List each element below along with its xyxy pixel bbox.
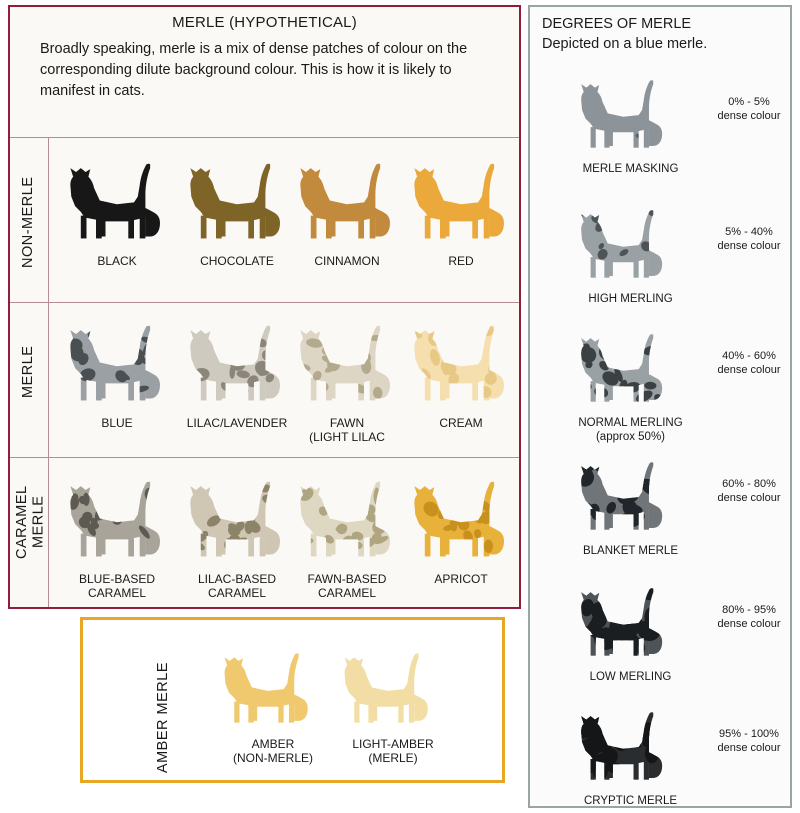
cat-silhouette xyxy=(402,309,516,414)
cat-silhouette xyxy=(402,147,516,252)
degree-percentage: 5% - 40% dense colour xyxy=(717,226,781,253)
cat-silhouette xyxy=(58,309,172,414)
degree-percentage: 80% - 95% dense colour xyxy=(717,604,781,631)
amber-merle-panel xyxy=(80,617,505,783)
cat-silhouette xyxy=(402,465,516,570)
cat-silhouette xyxy=(288,309,402,414)
degree-cat xyxy=(570,65,690,160)
cat-silhouette xyxy=(570,65,673,160)
cat-silhouette xyxy=(178,465,292,570)
row-label-caramel-merle: CARAMEL MERLE xyxy=(14,485,47,559)
degree-cat xyxy=(570,573,690,668)
cat-cell xyxy=(402,147,520,268)
cat-silhouette xyxy=(58,147,172,252)
cat-silhouette xyxy=(570,573,673,668)
cat-silhouette xyxy=(570,447,673,542)
cat-cell xyxy=(288,465,406,601)
intro-paragraph: Broadly speaking, merle is a mix of dense patches of colour on the corresponding dilute background colour. This is how it is likely to manifest in cats. xyxy=(40,41,468,100)
cat-silhouette xyxy=(213,638,319,735)
row-label-merle: MERLE xyxy=(20,345,36,399)
cat-cell xyxy=(58,465,176,601)
cat-label: AMBER (NON-MERLE) xyxy=(233,737,313,766)
cat-silhouette xyxy=(333,638,439,735)
cat-cell xyxy=(333,638,453,766)
cat-label: LILAC-BASED CARAMEL xyxy=(197,572,277,601)
degree-label: BLANKET MERLE xyxy=(582,545,678,557)
cat-cell xyxy=(402,309,520,430)
cat-label: LIGHT-AMBER (MERLE) xyxy=(352,737,434,766)
cat-cell xyxy=(402,465,520,586)
degree-label: HIGH MERLING xyxy=(588,293,673,305)
degree-label: LOW MERLING xyxy=(589,671,672,683)
degree-cat xyxy=(570,195,690,290)
cat-cell xyxy=(213,638,333,766)
degree-label: CRYPTIC MERLE xyxy=(583,795,678,807)
degree-label: MERLE MASKING xyxy=(582,163,679,175)
cat-label: LILAC/LAVENDER xyxy=(186,416,288,430)
degree-percentage: 95% - 100% dense colour xyxy=(717,728,781,755)
cat-silhouette xyxy=(178,147,292,252)
cat-silhouette xyxy=(58,465,172,570)
cat-cell xyxy=(288,147,406,268)
row-label-amber-merle: AMBER MERLE xyxy=(155,662,171,774)
cat-label: FAWN (LIGHT LILAC xyxy=(309,416,385,445)
row-label-non-merle: NON-MERLE xyxy=(20,176,36,268)
degree-percentage: 60% - 80% dense colour xyxy=(717,478,781,505)
degree-cat xyxy=(570,447,690,542)
degree-label: NORMAL MERLING (approx 50%) xyxy=(578,417,683,443)
cat-label: BLUE xyxy=(101,416,133,430)
divider xyxy=(48,137,49,607)
degree-cat xyxy=(570,697,690,792)
cat-label: APRICOT xyxy=(434,572,488,586)
cat-label: FAWN-BASED CARAMEL xyxy=(307,572,387,601)
page-title: MERLE (HYPOTHETICAL) xyxy=(172,14,357,31)
divider xyxy=(10,137,519,138)
cat-label: BLACK xyxy=(97,254,137,268)
degrees-title-line1: DEGREES OF MERLE xyxy=(542,16,692,32)
degrees-title-line2: Depicted on a blue merle. xyxy=(542,35,708,52)
cat-label: CINNAMON xyxy=(314,254,380,268)
degrees-of-merle-panel xyxy=(528,5,792,808)
degree-percentage: 40% - 60% dense colour xyxy=(717,350,781,377)
cat-silhouette xyxy=(178,309,292,414)
cat-cell xyxy=(288,309,406,445)
cat-label: BLUE-BASED CARAMEL xyxy=(78,572,156,601)
cat-silhouette xyxy=(570,697,673,792)
cat-silhouette xyxy=(570,319,673,414)
merle-hypothetical-panel xyxy=(8,5,521,609)
cat-label: CREAM xyxy=(439,416,483,430)
cat-cell xyxy=(58,147,176,268)
cat-cell xyxy=(58,309,176,430)
cat-cell xyxy=(178,465,296,601)
degree-cat xyxy=(570,319,690,414)
cat-silhouette xyxy=(288,465,402,570)
divider xyxy=(10,457,519,458)
divider xyxy=(10,302,519,303)
cat-cell xyxy=(178,147,296,268)
degrees-title xyxy=(542,15,790,54)
cat-silhouette xyxy=(288,147,402,252)
cat-label: RED xyxy=(448,254,474,268)
cat-cell xyxy=(178,309,296,430)
degree-percentage: 0% - 5% dense colour xyxy=(717,96,781,123)
cat-silhouette xyxy=(570,195,673,290)
cat-label: CHOCOLATE xyxy=(200,254,274,268)
